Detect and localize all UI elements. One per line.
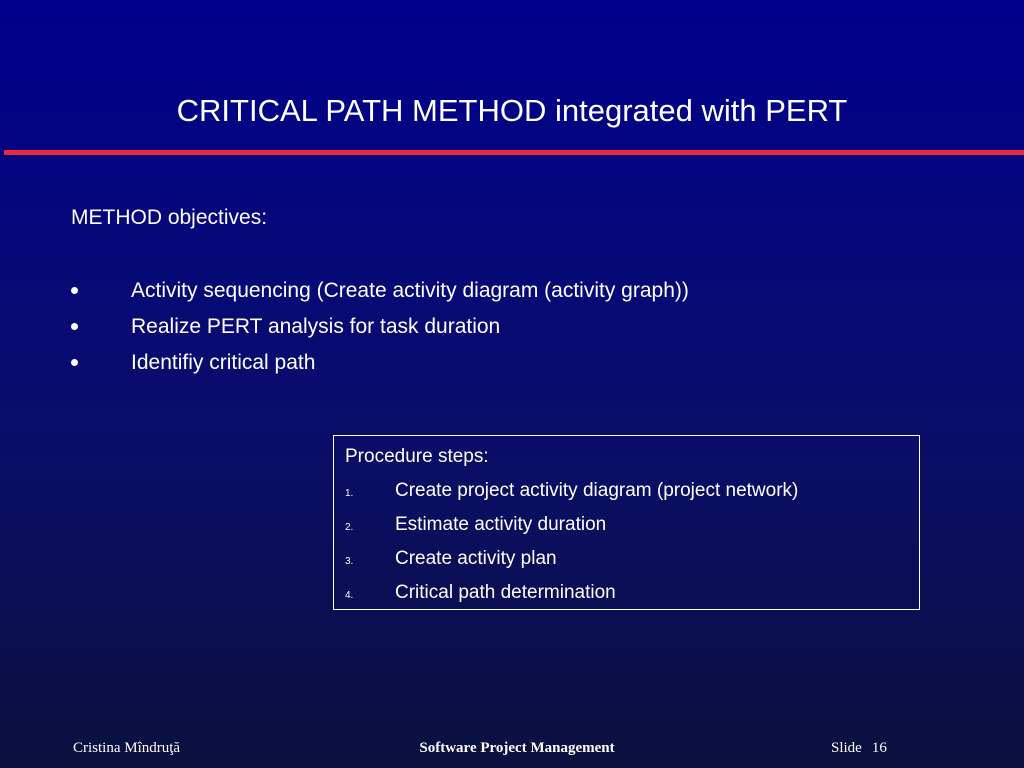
procedure-heading: Procedure steps: [345,446,489,467]
title-divider [4,150,1024,155]
slide-number: 16 [871,740,887,756]
step-number: 4. [345,590,354,601]
footer-course-title: Software Project Management [419,740,615,756]
step-text: Create project activity diagram (project network) [395,480,799,501]
step-number: 1. [345,488,354,499]
procedure-step [334,581,914,615]
footer-slide-indicator [831,739,887,757]
procedure-step [334,547,914,581]
procedure-step [334,513,914,547]
step-text: Create activity plan [395,548,557,569]
step-text: Critical path determination [395,582,616,603]
objectives-heading: METHOD objectives: [71,206,268,229]
slide-title: CRITICAL PATH METHOD integrated with PERT [176,93,848,128]
procedure-step [334,479,914,513]
step-text: Estimate activity duration [395,514,607,535]
step-number: 3. [345,556,354,567]
slide-label: Slide [831,740,862,756]
objective-text: Activity sequencing (Create activity diagram (activity graph)) [131,279,689,302]
objective-text: Identifiy critical path [131,351,316,374]
footer-author: Cristina Mîndruţă [73,740,181,756]
procedure-box [333,435,920,610]
objective-text: Realize PERT analysis for task duration [131,315,501,338]
bullet-icon [71,287,78,294]
bullet-icon [71,359,78,366]
procedure-step-list [334,479,914,615]
step-number: 2. [345,522,354,533]
bullet-icon [71,323,78,330]
